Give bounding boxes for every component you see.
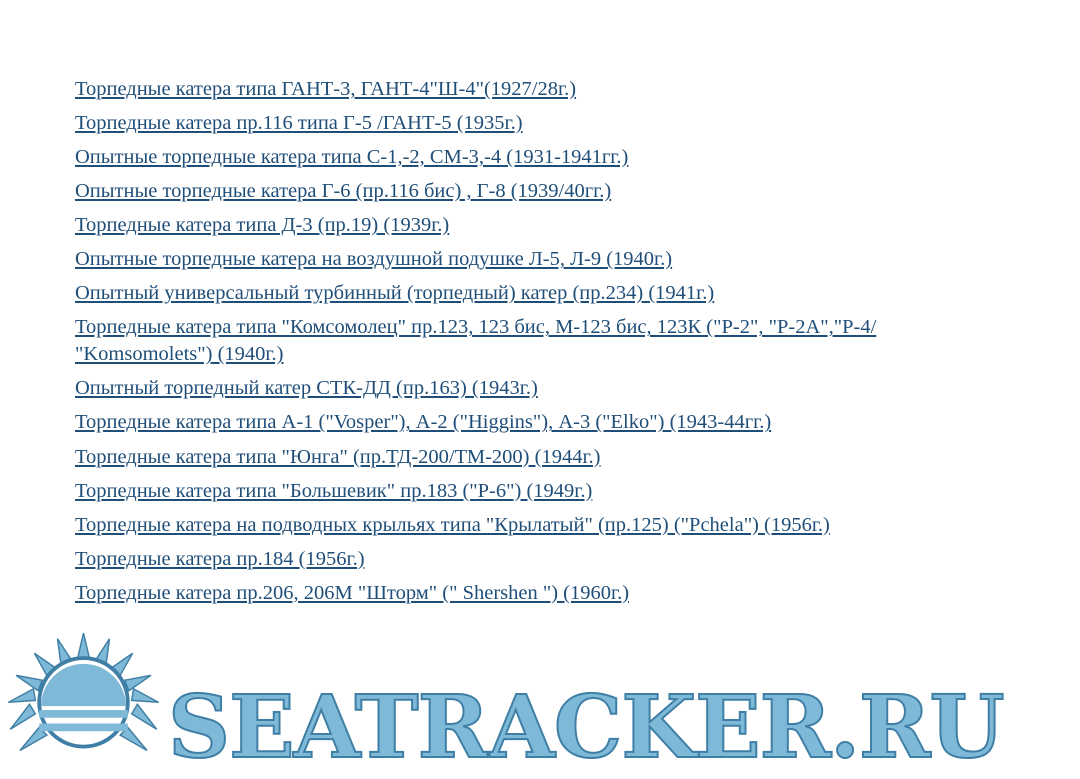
list-item (75, 76, 1015, 103)
list-item (75, 409, 1015, 436)
list-item (75, 478, 1015, 505)
document-link[interactable]: Торпедные катера на подводных крыльях типа "Крылатый" (пр.125) ("Pchela") (1956г.) (75, 513, 830, 536)
document-link[interactable]: Торпедные катера типа "Большевик" пр.183 ("Р-6") (1949г.) (75, 479, 593, 502)
document-link[interactable]: Торпедные катера пр.116 типа Г-5 /ГАНТ-5 (1935г.) (75, 112, 523, 135)
watermark-text: SEATRACKER.RU (168, 677, 1004, 778)
document-link[interactable]: Опытный универсальный турбинный (торпедный) катер (пр.234) (1941г.) (75, 282, 715, 305)
watermark (0, 619, 1080, 779)
list-item (75, 178, 1015, 205)
list-item (75, 314, 1015, 368)
list-item (75, 110, 1015, 137)
document-link[interactable]: Опытные торпедные катера на воздушной подушке Л-5, Л-9 (1940г.) (75, 248, 673, 271)
list-item (75, 512, 1015, 539)
document-link[interactable]: Торпедные катера пр.184 (1956г.) (75, 547, 365, 570)
list-item (75, 246, 1015, 273)
list-item (75, 144, 1015, 171)
document-link[interactable]: Опытные торпедные катера типа С-1,-2, СМ-3,-4 (1931-1941гг.) (75, 146, 629, 169)
link-list (75, 76, 1015, 614)
list-item (75, 280, 1015, 307)
list-item (75, 580, 1015, 607)
list-item (75, 546, 1015, 573)
list-item (75, 375, 1015, 402)
sunburst-icon (6, 633, 161, 763)
document-link[interactable]: Торпедные катера типа А-1 ("Vosper"), А-2 ("Higgins"), А-3 ("Elko") (1943-44гг.) (75, 411, 772, 434)
document-link[interactable]: Торпедные катера типа "Комсомолец" пр.123, 123 бис, М-123 бис, 123К ("Р-2", "Р-2А","Р-4/ "Komsomolets") (1940г.) (75, 316, 877, 366)
document-link[interactable]: Торпедные катера типа ГАНТ-3, ГАНТ-4"Ш-4"(1927/28г.) (75, 78, 577, 100)
document-link[interactable]: Торпедные катера типа Д-3 (пр.19) (1939г.) (75, 214, 450, 237)
document-link[interactable]: Опытный торпедный катер СТК-ДД (пр.163) (1943г.) (75, 377, 538, 400)
document-link[interactable]: Торпедные катера типа "Юнга" (пр.ТД-200/ТМ-200) (1944г.) (75, 445, 601, 468)
list-item (75, 444, 1015, 471)
document-link[interactable]: Опытные торпедные катера Г-6 (пр.116 бис) , Г-8 (1939/40гг.) (75, 180, 612, 203)
list-item (75, 212, 1015, 239)
document-link[interactable]: Торпедные катера пр.206, 206М "Шторм" (" Shershen ") (1960г.) (75, 581, 630, 604)
